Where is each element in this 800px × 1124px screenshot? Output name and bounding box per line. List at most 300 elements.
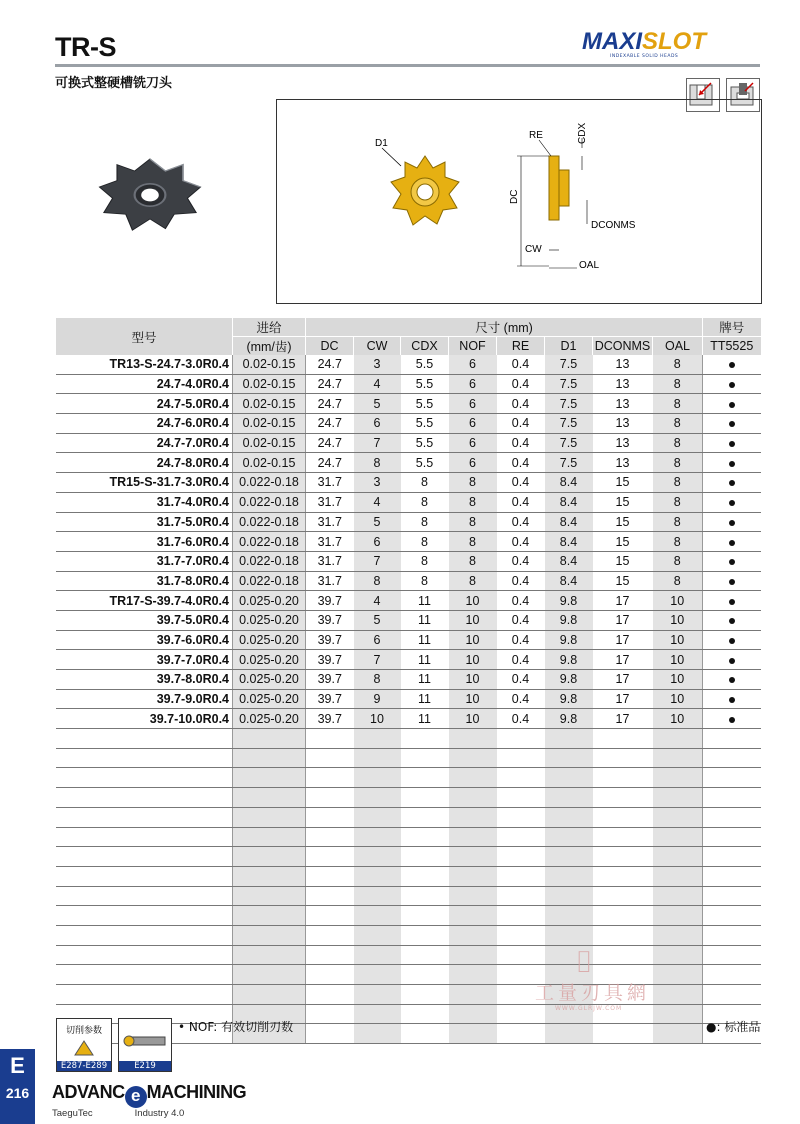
cell-nof <box>449 906 497 926</box>
cell-re: 0.4 <box>497 709 545 729</box>
standard-dot-icon <box>729 717 735 723</box>
cell-re <box>497 729 545 749</box>
cell-d1 <box>545 866 593 886</box>
cell-d1: 7.5 <box>545 433 593 453</box>
cell-oal <box>653 906 703 926</box>
cell-grade <box>703 827 761 847</box>
cell-feed: 0.025-0.20 <box>233 709 306 729</box>
cell-dconms: 13 <box>593 433 653 453</box>
cell-grade <box>703 492 761 512</box>
cell-model: 31.7-4.0R0.4 <box>56 492 233 512</box>
cell-d1: 8.4 <box>545 532 593 552</box>
cell-cw: 5 <box>354 512 401 532</box>
cell-dc: 39.7 <box>306 709 354 729</box>
cell-d1 <box>545 768 593 788</box>
cell-d1 <box>545 886 593 906</box>
cell-model <box>56 945 233 965</box>
cell-feed: 0.025-0.20 <box>233 650 306 670</box>
empty-table-row <box>56 886 761 906</box>
cell-d1: 7.5 <box>545 374 593 394</box>
table-row <box>56 551 761 571</box>
standard-dot-icon <box>729 461 735 467</box>
cell-feed <box>233 807 306 827</box>
standard-dot-icon <box>729 421 735 427</box>
cell-dc <box>306 847 354 867</box>
cell-dc <box>306 807 354 827</box>
cell-cdx <box>401 1004 449 1024</box>
cell-re: 0.4 <box>497 355 545 374</box>
cell-nof: 6 <box>449 355 497 374</box>
cell-re: 0.4 <box>497 610 545 630</box>
cell-model <box>56 847 233 867</box>
cell-dconms: 13 <box>593 453 653 473</box>
empty-table-row <box>56 965 761 985</box>
watermark-logo-icon: ⌷ <box>575 945 593 980</box>
cell-dconms <box>593 748 653 768</box>
cell-cdx: 5.5 <box>401 433 449 453</box>
cell-model: 24.7-6.0R0.4 <box>56 414 233 434</box>
cell-re: 0.4 <box>497 394 545 414</box>
cell-cw: 7 <box>354 650 401 670</box>
standard-dot-icon <box>729 677 735 683</box>
cell-nof: 8 <box>449 473 497 493</box>
cell-feed: 0.022-0.18 <box>233 551 306 571</box>
cell-re: 0.4 <box>497 453 545 473</box>
cell-cw <box>354 1024 401 1044</box>
cell-dconms <box>593 768 653 788</box>
cell-nof: 10 <box>449 670 497 690</box>
header-feed-unit: (mm/齿) <box>233 337 306 356</box>
cell-d1: 9.8 <box>545 630 593 650</box>
table-row <box>56 571 761 591</box>
cell-re <box>497 827 545 847</box>
cell-d1: 8.4 <box>545 571 593 591</box>
cell-d1 <box>545 827 593 847</box>
cell-cdx: 5.5 <box>401 394 449 414</box>
brand-advance-text: ADVANC <box>52 1082 125 1102</box>
cell-oal: 10 <box>653 630 703 650</box>
cell-feed <box>233 965 306 985</box>
cell-dc: 39.7 <box>306 591 354 611</box>
cell-nof: 8 <box>449 571 497 591</box>
cell-cw <box>354 729 401 749</box>
cell-d1: 8.4 <box>545 473 593 493</box>
cell-dconms: 17 <box>593 689 653 709</box>
header-col-dconms: DCONMS <box>593 337 653 356</box>
cell-oal <box>653 925 703 945</box>
cell-model: 24.7-7.0R0.4 <box>56 433 233 453</box>
table-row <box>56 355 761 374</box>
standard-dot-icon <box>729 579 735 585</box>
cell-cdx: 5.5 <box>401 414 449 434</box>
cell-cdx: 8 <box>401 571 449 591</box>
cell-dconms: 15 <box>593 532 653 552</box>
cell-oal: 10 <box>653 670 703 690</box>
cell-dc: 39.7 <box>306 689 354 709</box>
advance-machining-logo <box>52 1082 246 1119</box>
cell-grade <box>703 532 761 552</box>
cell-feed <box>233 925 306 945</box>
cell-cdx: 11 <box>401 610 449 630</box>
table-row <box>56 473 761 493</box>
cell-cw: 10 <box>354 709 401 729</box>
cell-dconms: 17 <box>593 591 653 611</box>
cell-feed <box>233 768 306 788</box>
cell-re: 0.4 <box>497 473 545 493</box>
cell-re <box>497 886 545 906</box>
cell-model: 39.7-9.0R0.4 <box>56 689 233 709</box>
cell-cw <box>354 965 401 985</box>
cell-d1 <box>545 729 593 749</box>
cell-grade <box>703 748 761 768</box>
cell-model: 39.7-6.0R0.4 <box>56 630 233 650</box>
cell-grade <box>703 709 761 729</box>
cell-oal: 10 <box>653 650 703 670</box>
cell-oal <box>653 945 703 965</box>
cell-d1: 7.5 <box>545 394 593 414</box>
cutting-params-link[interactable] <box>56 1018 112 1072</box>
cell-d1: 8.4 <box>545 512 593 532</box>
cell-feed: 0.025-0.20 <box>233 591 306 611</box>
cell-oal: 10 <box>653 591 703 611</box>
table-row <box>56 610 761 630</box>
cell-cw: 7 <box>354 433 401 453</box>
cell-feed <box>233 748 306 768</box>
spec-table-wrapper <box>55 318 760 1044</box>
cell-nof <box>449 925 497 945</box>
cell-dconms: 15 <box>593 492 653 512</box>
cell-cw <box>354 807 401 827</box>
cell-nof: 10 <box>449 709 497 729</box>
cell-model: 31.7-5.0R0.4 <box>56 512 233 532</box>
cell-grade <box>703 788 761 808</box>
cell-dc: 31.7 <box>306 571 354 591</box>
cell-feed <box>233 906 306 926</box>
brand-slot-text: SLOT <box>642 28 706 55</box>
cell-dconms: 15 <box>593 571 653 591</box>
cell-model <box>56 768 233 788</box>
cutting-params-label: 切削参数 <box>65 1026 102 1036</box>
empty-table-row <box>56 866 761 886</box>
cell-d1: 7.5 <box>545 414 593 434</box>
cell-oal <box>653 1024 703 1044</box>
cell-re: 0.4 <box>497 551 545 571</box>
cell-cdx: 8 <box>401 473 449 493</box>
cell-grade <box>703 945 761 965</box>
cell-nof <box>449 945 497 965</box>
empty-table-row <box>56 729 761 749</box>
cell-re <box>497 748 545 768</box>
cell-grade <box>703 394 761 414</box>
cell-cw <box>354 847 401 867</box>
cell-grade <box>703 551 761 571</box>
empty-table-row <box>56 847 761 867</box>
cell-nof <box>449 985 497 1005</box>
cell-model <box>56 748 233 768</box>
cell-d1 <box>545 788 593 808</box>
header-grade-name: TT5525 <box>703 337 761 356</box>
cdx-label: CDX <box>577 122 588 144</box>
cutter-icon <box>73 1039 95 1057</box>
oal-label: OAL <box>579 260 600 271</box>
standard-dot-icon <box>729 362 735 368</box>
cell-dc: 24.7 <box>306 414 354 434</box>
empty-table-row <box>56 807 761 827</box>
cell-oal: 8 <box>653 453 703 473</box>
cell-dc <box>306 906 354 926</box>
cell-oal: 8 <box>653 512 703 532</box>
cell-feed <box>233 729 306 749</box>
cell-nof: 8 <box>449 551 497 571</box>
page-subtitle: 可换式整硬槽铣刀头 <box>55 76 173 91</box>
header-col-cw: CW <box>354 337 401 356</box>
cell-cw <box>354 945 401 965</box>
cell-oal <box>653 985 703 1005</box>
cell-model <box>56 985 233 1005</box>
cell-feed: 0.02-0.15 <box>233 414 306 434</box>
cell-cw <box>354 886 401 906</box>
section-letter: E <box>10 1053 25 1078</box>
cell-d1: 7.5 <box>545 453 593 473</box>
cell-grade <box>703 807 761 827</box>
cell-model: 39.7-10.0R0.4 <box>56 709 233 729</box>
cell-grade <box>703 886 761 906</box>
cell-dconms: 17 <box>593 709 653 729</box>
cutting-params-ref: E287-E289 <box>57 1061 111 1071</box>
cell-oal: 8 <box>653 414 703 434</box>
cell-oal <box>653 886 703 906</box>
cell-nof <box>449 847 497 867</box>
cell-nof: 6 <box>449 374 497 394</box>
cell-feed: 0.022-0.18 <box>233 492 306 512</box>
cell-cdx <box>401 807 449 827</box>
cell-dc <box>306 945 354 965</box>
cell-dc: 39.7 <box>306 630 354 650</box>
header-col-re: RE <box>497 337 545 356</box>
table-row <box>56 670 761 690</box>
empty-table-row <box>56 768 761 788</box>
cell-oal <box>653 748 703 768</box>
header-dims: 尺寸 (mm) <box>306 318 703 337</box>
holder-link[interactable] <box>118 1018 172 1072</box>
cell-cw: 7 <box>354 551 401 571</box>
cell-feed: 0.025-0.20 <box>233 610 306 630</box>
cell-oal <box>653 847 703 867</box>
cell-cdx: 11 <box>401 689 449 709</box>
cell-oal <box>653 1004 703 1024</box>
cell-d1 <box>545 925 593 945</box>
cell-model <box>56 827 233 847</box>
cell-dc: 24.7 <box>306 453 354 473</box>
cell-re: 0.4 <box>497 689 545 709</box>
cell-dc: 39.7 <box>306 610 354 630</box>
cell-feed: 0.022-0.18 <box>233 512 306 532</box>
standard-dot-icon <box>729 658 735 664</box>
empty-table-row <box>56 925 761 945</box>
table-row <box>56 689 761 709</box>
cell-dconms: 15 <box>593 512 653 532</box>
cell-re <box>497 925 545 945</box>
cell-feed: 0.025-0.20 <box>233 689 306 709</box>
cell-dconms <box>593 906 653 926</box>
cell-cdx: 5.5 <box>401 374 449 394</box>
empty-table-row <box>56 985 761 1005</box>
cell-model: 39.7-5.0R0.4 <box>56 610 233 630</box>
cell-oal: 8 <box>653 473 703 493</box>
cell-cw: 4 <box>354 492 401 512</box>
cell-cdx: 8 <box>401 492 449 512</box>
cell-dc: 39.7 <box>306 650 354 670</box>
cell-nof <box>449 729 497 749</box>
cell-dc <box>306 965 354 985</box>
cell-oal <box>653 965 703 985</box>
cell-nof <box>449 965 497 985</box>
cell-model <box>56 788 233 808</box>
cell-model: 39.7-8.0R0.4 <box>56 670 233 690</box>
cell-oal: 8 <box>653 374 703 394</box>
d1-label: D1 <box>375 138 388 149</box>
cell-cw: 4 <box>354 591 401 611</box>
cell-cdx <box>401 945 449 965</box>
cell-cw: 3 <box>354 355 401 374</box>
cell-grade <box>703 985 761 1005</box>
cell-dconms: 17 <box>593 610 653 630</box>
cell-d1: 8.4 <box>545 551 593 571</box>
cell-cdx <box>401 866 449 886</box>
watermark-url: WWW.GLRJW.COM <box>555 1005 623 1012</box>
cell-oal: 10 <box>653 709 703 729</box>
cell-d1: 7.5 <box>545 355 593 374</box>
cell-dconms <box>593 925 653 945</box>
cell-re: 0.4 <box>497 532 545 552</box>
cell-dconms: 13 <box>593 414 653 434</box>
cell-re: 0.4 <box>497 492 545 512</box>
cell-feed: 0.02-0.15 <box>233 374 306 394</box>
cell-nof <box>449 866 497 886</box>
cell-re <box>497 906 545 926</box>
cell-feed: 0.025-0.20 <box>233 670 306 690</box>
cell-nof <box>449 886 497 906</box>
cell-nof: 8 <box>449 512 497 532</box>
standard-dot-icon <box>729 500 735 506</box>
cell-nof: 10 <box>449 630 497 650</box>
cell-grade <box>703 847 761 867</box>
cell-re: 0.4 <box>497 591 545 611</box>
cell-dc <box>306 866 354 886</box>
header-col-nof: NOF <box>449 337 497 356</box>
brand-tagline: INDEXABLE SOLID HEADS <box>610 54 679 59</box>
brand-machining-text: MACHINING <box>146 1082 247 1102</box>
cell-model: 39.7-7.0R0.4 <box>56 650 233 670</box>
cell-dc: 31.7 <box>306 551 354 571</box>
cell-nof <box>449 1024 497 1044</box>
cell-model: TR17-S-39.7-4.0R0.4 <box>56 591 233 611</box>
table-row <box>56 630 761 650</box>
cell-grade <box>703 414 761 434</box>
cell-dc <box>306 1024 354 1044</box>
cell-oal <box>653 827 703 847</box>
header-col-dc: DC <box>306 337 354 356</box>
cell-grade <box>703 610 761 630</box>
technical-drawing <box>276 99 762 304</box>
cell-oal: 10 <box>653 610 703 630</box>
cell-cdx <box>401 906 449 926</box>
standard-dot-icon <box>729 382 735 388</box>
standard-dot-icon <box>729 559 735 565</box>
cell-cdx: 11 <box>401 630 449 650</box>
cell-feed: 0.02-0.15 <box>233 355 306 374</box>
standard-dot-icon <box>729 638 735 644</box>
cell-cw: 4 <box>354 374 401 394</box>
header-col-oal: OAL <box>653 337 703 356</box>
cell-d1: 9.8 <box>545 709 593 729</box>
cell-cw: 6 <box>354 532 401 552</box>
cell-nof: 6 <box>449 394 497 414</box>
cell-dconms: 17 <box>593 630 653 650</box>
cell-cdx: 8 <box>401 512 449 532</box>
cell-d1 <box>545 847 593 867</box>
cell-dc: 39.7 <box>306 670 354 690</box>
cell-nof <box>449 807 497 827</box>
cell-feed: 0.02-0.15 <box>233 433 306 453</box>
page-title: TR-S <box>55 32 116 62</box>
cell-re: 0.4 <box>497 433 545 453</box>
nof-note: • NOF: 有效切削刃数 <box>178 1020 294 1034</box>
cell-re <box>497 788 545 808</box>
cell-dc <box>306 925 354 945</box>
cell-d1 <box>545 807 593 827</box>
dconms-label: DCONMS <box>591 220 636 231</box>
brand-industry: Industry 4.0 <box>134 1108 185 1119</box>
header-model: 型号 <box>56 318 233 355</box>
watermark-text: 工量刃具網 <box>535 982 651 1004</box>
cell-oal: 8 <box>653 394 703 414</box>
cell-grade <box>703 925 761 945</box>
cell-cw: 8 <box>354 670 401 690</box>
cell-feed: 0.02-0.15 <box>233 394 306 414</box>
holder-ref: E219 <box>119 1061 171 1071</box>
cell-grade <box>703 650 761 670</box>
brand-e-icon: e <box>125 1086 147 1108</box>
cell-oal: 10 <box>653 689 703 709</box>
cell-cdx: 8 <box>401 551 449 571</box>
empty-table-row <box>56 906 761 926</box>
cell-dconms: 13 <box>593 355 653 374</box>
spec-table-body <box>56 355 761 1044</box>
cell-dconms: 13 <box>593 394 653 414</box>
cell-grade <box>703 512 761 532</box>
cell-nof: 8 <box>449 492 497 512</box>
cell-feed: 0.025-0.20 <box>233 630 306 650</box>
cell-dconms: 15 <box>593 551 653 571</box>
cell-d1 <box>545 1024 593 1044</box>
cell-cdx <box>401 729 449 749</box>
cell-cw <box>354 768 401 788</box>
product-image <box>90 140 220 254</box>
table-row <box>56 492 761 512</box>
cell-grade <box>703 571 761 591</box>
cell-cw: 5 <box>354 610 401 630</box>
cell-nof <box>449 768 497 788</box>
cell-nof: 6 <box>449 453 497 473</box>
cell-cdx: 5.5 <box>401 355 449 374</box>
page-tab <box>0 1049 35 1124</box>
table-row <box>56 709 761 729</box>
cell-model <box>56 886 233 906</box>
cell-nof: 6 <box>449 433 497 453</box>
cell-re <box>497 866 545 886</box>
cell-cdx: 11 <box>401 650 449 670</box>
